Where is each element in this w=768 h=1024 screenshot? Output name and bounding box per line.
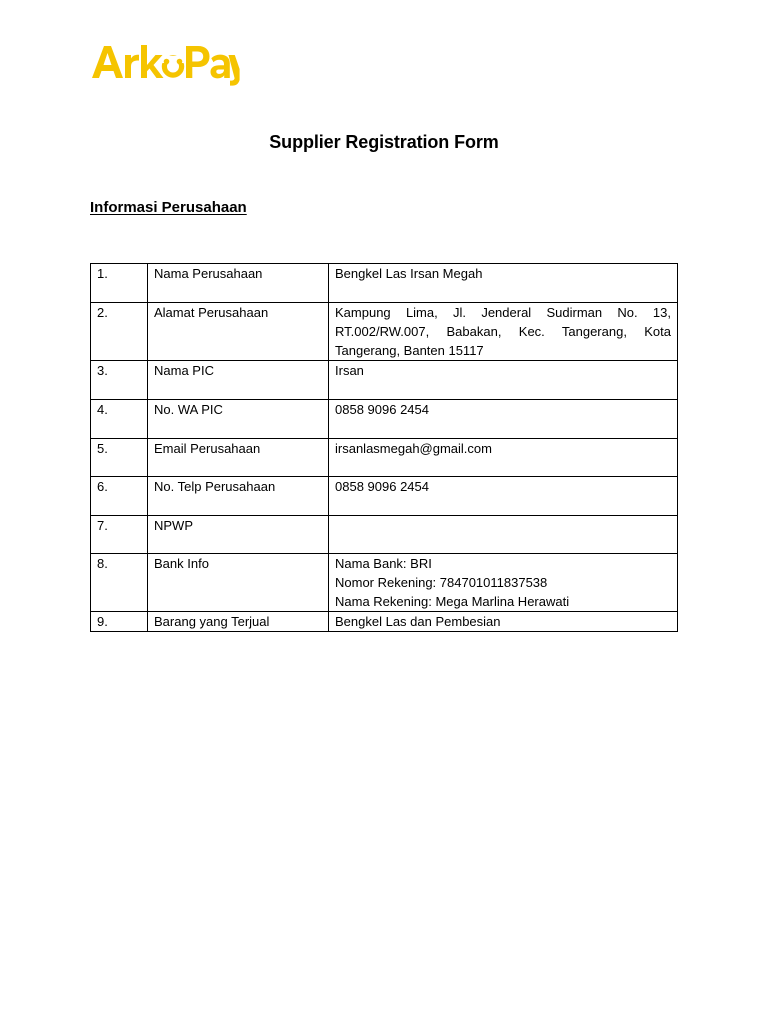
form-title: Supplier Registration Form [269,132,499,152]
table-row [91,516,678,554]
row-number: 4. [91,400,148,439]
row-label: No. WA PIC [148,400,329,439]
row-label: No. Telp Perusahaan [148,477,329,516]
bank-account-name: Nama Rekening: Mega Marlina Herawati [335,594,570,609]
row-number: 5. [91,439,148,477]
row-label: Nama Perusahaan [148,264,329,303]
bank-name: Nama Bank: BRI [335,556,432,571]
row-label: Alamat Perusahaan [148,303,329,361]
table-row [91,303,678,361]
row-label: NPWP [148,516,329,554]
row-value: irsanlasmegah@gmail.com [329,439,678,477]
table-row [91,400,678,439]
row-label: Nama PIC [148,361,329,400]
table-row [91,477,678,516]
row-value: Irsan [329,361,678,400]
table-row [91,554,678,612]
row-value: 0858 9096 2454 [329,477,678,516]
row-value: Bengkel Las Irsan Megah [329,264,678,303]
row-number: 7. [91,516,148,554]
row-label: Email Perusahaan [148,439,329,477]
row-value [329,303,678,361]
section-heading: Informasi Perusahaan [90,199,247,216]
table-row [91,264,678,303]
row-number: 6. [91,477,148,516]
row-value [329,516,678,554]
row-value: Bengkel Las dan Pembesian [329,612,678,632]
row-label: Bank Info [148,554,329,612]
row-number: 3. [91,361,148,400]
row-number: 2. [91,303,148,361]
row-number: 9. [91,612,148,632]
bank-account-number: Nomor Rekening: 784701011837538 [335,575,548,590]
row-label: Barang yang Terjual [148,612,329,632]
row-number: 1. [91,264,148,303]
row-value [329,554,678,612]
row-number: 8. [91,554,148,612]
table-row [91,361,678,400]
company-info-table [90,263,678,632]
address-text: Kampung Lima, Jl. Jenderal Sudirman No. 13, RT.002/RW.007, Babakan, Kec. Tangerang, Kota Tangerang, Banten 15117 [335,305,671,358]
row-value: 0858 9096 2454 [329,400,678,439]
table-row [91,439,678,477]
arkopay-logo-mark [90,40,240,86]
table-row [91,612,678,632]
arkopay-logo [90,40,240,86]
